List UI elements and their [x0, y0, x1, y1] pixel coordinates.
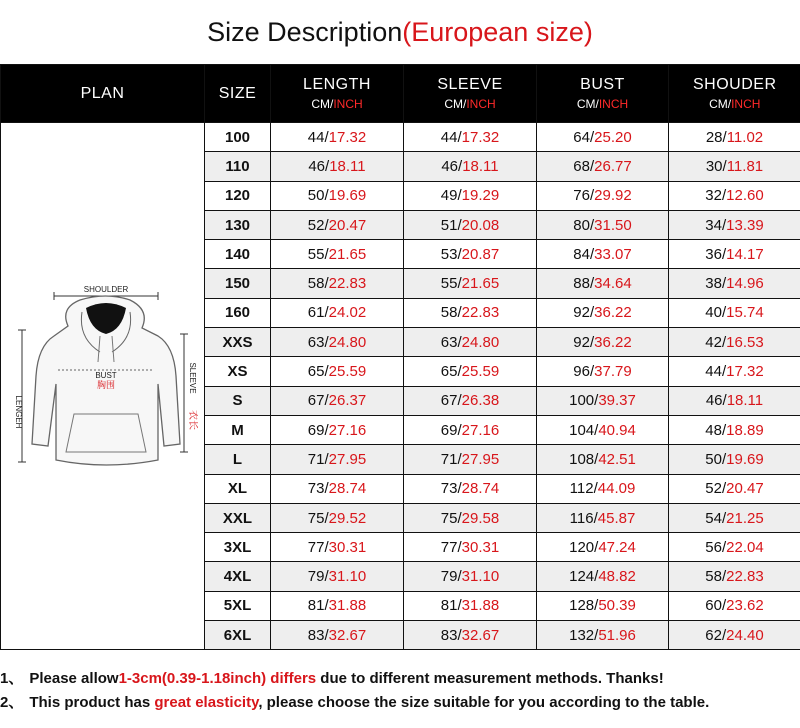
- sleeve-cell: [404, 386, 537, 415]
- inch-value: 24.80: [461, 333, 500, 351]
- inch-value: 17.32: [726, 363, 764, 381]
- sleeve-cell: [404, 415, 537, 444]
- bust-cell: [537, 474, 669, 503]
- inch-value: 44.09: [597, 480, 636, 498]
- inch-value: 18.11: [329, 157, 366, 175]
- inch-value: 14.96: [726, 275, 764, 293]
- bust-cell: [537, 503, 669, 532]
- inch-value: 32.67: [461, 626, 500, 644]
- cm-value: 64/: [573, 128, 595, 146]
- inch-value: 26.77: [594, 157, 632, 175]
- cm-value: 73/: [307, 480, 329, 498]
- shoulder-cell: [669, 474, 800, 503]
- size-cell: 110: [205, 152, 271, 181]
- inch-value: 21.65: [328, 245, 367, 263]
- cm-value: 60/: [705, 597, 727, 615]
- inch-value: 26.37: [328, 392, 367, 410]
- inch-value: 27.95: [328, 450, 367, 468]
- length-cell: [271, 503, 404, 532]
- inch-value: 27.16: [461, 421, 500, 439]
- length-cell: [271, 533, 404, 562]
- length-cell: [271, 474, 404, 503]
- inch-value: 37.79: [594, 363, 632, 381]
- shoulder-cell: [669, 445, 800, 474]
- shoulder-cell: [669, 591, 800, 620]
- sleeve-cell: [404, 533, 537, 562]
- length-cell: [271, 562, 404, 591]
- bust-cell: [537, 445, 669, 474]
- shoulder-cell: [669, 386, 800, 415]
- notes: [0, 667, 800, 715]
- inch-value: 22.83: [328, 275, 367, 293]
- bust-cell: [537, 621, 669, 650]
- title-main: Size Description: [207, 17, 403, 47]
- length-cell: [271, 328, 404, 357]
- bust-cell: [537, 386, 669, 415]
- inch-value: 31.88: [461, 597, 500, 615]
- inch-value: 20.87: [461, 245, 500, 263]
- bust-cell: [537, 181, 669, 210]
- cm-value: 63/: [440, 333, 462, 351]
- sleeve-cell: [404, 357, 537, 386]
- bust-cell: [537, 591, 669, 620]
- cm-value: 71/: [307, 450, 329, 468]
- inch-value: 31.88: [328, 597, 367, 615]
- inch-value: 22.83: [461, 304, 500, 322]
- inch-value: 18.11: [726, 392, 764, 410]
- sleeve-cell: [404, 123, 537, 152]
- cm-value: 58/: [307, 275, 329, 293]
- cm-value: 69/: [307, 421, 329, 439]
- sleeve-cn-label: 衣长: [186, 410, 198, 431]
- length-cell: [271, 357, 404, 386]
- length-label: LENGEH: [13, 395, 23, 429]
- inch-value: 28.74: [461, 480, 500, 498]
- cm-value: 96/: [573, 363, 595, 381]
- shoulder-cell: [669, 210, 800, 239]
- inch-value: 27.95: [461, 450, 500, 468]
- sleeve-cell: [404, 474, 537, 503]
- sleeve-cell: [404, 562, 537, 591]
- cm-value: 63/: [307, 333, 329, 351]
- inch-value: 39.37: [598, 392, 636, 410]
- cm-value: 53/: [440, 245, 462, 263]
- sleeve-cell: [404, 328, 537, 357]
- size-table: [0, 64, 800, 650]
- bust-cell: [537, 210, 669, 239]
- cm-value: 46/: [308, 157, 330, 175]
- shoulder-cell: [669, 533, 800, 562]
- cm-value: 36/: [705, 245, 727, 263]
- cm-value: 52/: [705, 480, 727, 498]
- inch-value: 18.89: [726, 421, 764, 439]
- shoulder-cell: [669, 562, 800, 591]
- inch-value: 36.22: [594, 333, 632, 351]
- sleeve-cell: [404, 591, 537, 620]
- length-cell: [271, 621, 404, 650]
- cm-value: 65/: [440, 363, 462, 381]
- cm-value: 75/: [307, 509, 329, 527]
- size-cell: XL: [205, 474, 271, 503]
- cm-value: 67/: [440, 392, 462, 410]
- length-cell: [271, 240, 404, 269]
- cm-value: 104/: [569, 421, 599, 439]
- inch-value: 19.29: [461, 187, 500, 205]
- inch-value: 25.20: [594, 128, 632, 146]
- bust-cell: [537, 357, 669, 386]
- cm-value: 46/: [705, 392, 727, 410]
- cm-value: 44/: [705, 363, 727, 381]
- sleeve-cell: [404, 621, 537, 650]
- cm-value: 81/: [440, 597, 462, 615]
- size-cell: 4XL: [205, 562, 271, 591]
- inch-value: 30.31: [328, 538, 367, 556]
- size-cell: XXS: [205, 328, 271, 357]
- cm-value: 50/: [705, 450, 727, 468]
- header-shoulder: SHOUDER CM/INCH: [669, 65, 800, 123]
- inch-value: 23.62: [726, 597, 764, 615]
- cm-value: 108/: [569, 450, 599, 468]
- note-1: 1、 Please allow1-3cm(0.39-1.18inch) differs due to different measurement methods. Thanks!: [0, 670, 664, 687]
- bust-cell: [537, 240, 669, 269]
- cm-value: 44/: [307, 128, 329, 146]
- cm-value: 67/: [307, 392, 329, 410]
- cm-value: 44/: [440, 128, 462, 146]
- sleeve-cell: [404, 269, 537, 298]
- bust-cell: [537, 123, 669, 152]
- sleeve-cell: [404, 298, 537, 327]
- length-cell: [271, 152, 404, 181]
- inch-value: 25.59: [328, 363, 367, 381]
- length-cell: [271, 415, 404, 444]
- inch-value: 25.59: [461, 363, 500, 381]
- sleeve-cell: [404, 152, 537, 181]
- inch-value: 22.04: [726, 538, 764, 556]
- inch-value: 29.92: [594, 187, 632, 205]
- inch-value: 18.11: [462, 157, 499, 175]
- sleeve-cell: [404, 210, 537, 239]
- cm-value: 58/: [705, 568, 727, 586]
- inch-value: 42.51: [598, 450, 636, 468]
- title-sub: (European size): [402, 17, 593, 47]
- cm-value: 128/: [569, 597, 599, 615]
- cm-value: 83/: [307, 626, 329, 644]
- inch-value: 40.94: [598, 421, 636, 439]
- size-cell: 150: [205, 269, 271, 298]
- inch-value: 14.17: [726, 245, 764, 263]
- size-cell: 5XL: [205, 591, 271, 620]
- cm-value: 69/: [440, 421, 462, 439]
- bust-cell: [537, 298, 669, 327]
- bust-cell: [537, 562, 669, 591]
- cm-value: 73/: [440, 480, 462, 498]
- size-cell: M: [205, 415, 271, 444]
- cm-value: 62/: [705, 626, 727, 644]
- length-cell: [271, 181, 404, 210]
- cm-value: 42/: [705, 333, 727, 351]
- size-cell: 160: [205, 298, 271, 327]
- cm-value: 79/: [440, 568, 462, 586]
- inch-value: 24.40: [726, 626, 764, 644]
- cm-value: 54/: [705, 509, 727, 527]
- length-cell: [271, 298, 404, 327]
- inch-value: 31.50: [594, 216, 632, 234]
- header-bust: BUST CM/INCH: [537, 65, 669, 123]
- cm-value: 116/: [569, 509, 598, 527]
- shoulder-cell: [669, 503, 800, 532]
- cm-value: 80/: [573, 216, 595, 234]
- cm-value: 77/: [307, 538, 329, 556]
- table-header-row: [1, 65, 800, 123]
- sleeve-cell: [404, 503, 537, 532]
- bust-cell: [537, 152, 669, 181]
- length-cell: [271, 210, 404, 239]
- cm-value: 50/: [307, 187, 329, 205]
- cm-value: 76/: [573, 187, 595, 205]
- inch-value: 11.81: [726, 157, 764, 175]
- inch-value: 21.25: [726, 509, 764, 527]
- bust-cell: [537, 415, 669, 444]
- inch-value: 15.74: [726, 304, 764, 322]
- inch-value: 29.52: [328, 509, 367, 527]
- cm-value: 68/: [573, 157, 595, 175]
- sleeve-label: SLEEVE: [187, 362, 197, 394]
- cm-value: 30/: [705, 157, 727, 175]
- inch-value: 16.53: [726, 333, 764, 351]
- cm-value: 38/: [705, 275, 727, 293]
- inch-value: 26.38: [461, 392, 500, 410]
- cm-value: 34/: [705, 216, 727, 234]
- bust-label: BUST: [94, 371, 117, 381]
- inch-value: 20.47: [726, 480, 764, 498]
- header-length: LENGTH CM/INCH: [271, 65, 404, 123]
- size-cell: 130: [205, 210, 271, 239]
- cm-value: 55/: [440, 275, 462, 293]
- header-sleeve: SLEEVE CM/INCH: [404, 65, 537, 123]
- cm-value: 49/: [440, 187, 462, 205]
- size-cell: 120: [205, 181, 271, 210]
- cm-value: 28/: [705, 128, 727, 146]
- inch-value: 29.58: [461, 509, 500, 527]
- sleeve-cell: [404, 181, 537, 210]
- hoodie-diagram-cell: [1, 123, 205, 650]
- sleeve-cell: [404, 445, 537, 474]
- size-cell: XS: [205, 357, 271, 386]
- bust-cn-label: 胸围: [96, 381, 115, 392]
- inch-value: 32.67: [328, 626, 367, 644]
- size-cell: 100: [205, 123, 271, 152]
- inch-value: 31.10: [461, 568, 500, 586]
- shoulder-cell: [669, 621, 800, 650]
- length-cell: [271, 123, 404, 152]
- cm-value: 92/: [573, 333, 595, 351]
- cm-value: 32/: [705, 187, 727, 205]
- bust-cell: [537, 533, 669, 562]
- shoulder-cell: [669, 269, 800, 298]
- inch-value: 28.74: [328, 480, 367, 498]
- inch-value: 12.60: [726, 187, 764, 205]
- cm-value: 55/: [307, 245, 329, 263]
- shoulder-cell: [669, 240, 800, 269]
- inch-value: 19.69: [726, 450, 764, 468]
- shoulder-cell: [669, 298, 800, 327]
- inch-value: 24.02: [328, 304, 367, 322]
- cm-value: 81/: [307, 597, 329, 615]
- bust-cell: [537, 269, 669, 298]
- size-cell: XXL: [205, 503, 271, 532]
- length-cell: [271, 269, 404, 298]
- length-cell: [271, 386, 404, 415]
- length-cell: [271, 591, 404, 620]
- cm-value: 61/: [307, 304, 329, 322]
- cm-value: 40/: [705, 304, 727, 322]
- inch-value: 36.22: [594, 304, 632, 322]
- bust-cell: [537, 328, 669, 357]
- shoulder-cell: [669, 328, 800, 357]
- cm-value: 79/: [307, 568, 329, 586]
- cm-value: 56/: [705, 538, 727, 556]
- cm-value: 124/: [569, 568, 599, 586]
- cm-value: 58/: [440, 304, 462, 322]
- inch-value: 45.87: [597, 509, 636, 527]
- cm-value: 77/: [440, 538, 462, 556]
- inch-value: 17.32: [461, 128, 500, 146]
- inch-value: 17.32: [328, 128, 367, 146]
- inch-value: 22.83: [726, 568, 764, 586]
- size-cell: S: [205, 386, 271, 415]
- cm-value: 92/: [573, 304, 595, 322]
- inch-value: 24.80: [328, 333, 367, 351]
- cm-value: 132/: [569, 626, 599, 644]
- size-cell: 6XL: [205, 621, 271, 650]
- header-size: SIZE: [205, 65, 271, 123]
- length-cell: [271, 445, 404, 474]
- note-2: 2、 This product has great elasticity, please choose the size suitable for you according to the table.: [0, 694, 710, 711]
- shoulder-cell: [669, 123, 800, 152]
- cm-value: 46/: [441, 157, 463, 175]
- cm-value: 112/: [569, 480, 598, 498]
- page-title: [0, 12, 800, 52]
- shoulder-cell: [669, 152, 800, 181]
- shoulder-label: SHOULDER: [83, 285, 128, 295]
- sleeve-cell: [404, 240, 537, 269]
- inch-value: 20.47: [328, 216, 367, 234]
- inch-value: 47.24: [598, 538, 636, 556]
- size-cell: L: [205, 445, 271, 474]
- inch-value: 27.16: [328, 421, 367, 439]
- shoulder-cell: [669, 181, 800, 210]
- inch-value: 21.65: [461, 275, 500, 293]
- cm-value: 48/: [705, 421, 727, 439]
- cm-value: 83/: [440, 626, 462, 644]
- inch-value: 48.82: [598, 568, 636, 586]
- inch-value: 31.10: [328, 568, 367, 586]
- cm-value: 84/: [573, 245, 595, 263]
- cm-value: 100/: [569, 392, 599, 410]
- inch-value: 50.39: [598, 597, 636, 615]
- inch-value: 51.96: [598, 626, 636, 644]
- size-cell: 3XL: [205, 533, 271, 562]
- inch-value: 33.07: [594, 245, 632, 263]
- inch-value: 13.39: [726, 216, 764, 234]
- inch-value: 11.02: [726, 128, 764, 146]
- cm-value: 51/: [440, 216, 462, 234]
- shoulder-cell: [669, 415, 800, 444]
- table-row: [1, 123, 800, 152]
- cm-value: 88/: [573, 275, 595, 293]
- cm-value: 65/: [307, 363, 329, 381]
- cm-value: 120/: [569, 538, 599, 556]
- size-cell: 140: [205, 240, 271, 269]
- cm-value: 52/: [307, 216, 329, 234]
- hoodie-illustration: [8, 284, 198, 484]
- inch-value: 34.64: [594, 275, 632, 293]
- inch-value: 20.08: [461, 216, 500, 234]
- shoulder-cell: [669, 357, 800, 386]
- header-plan: PLAN: [1, 65, 205, 123]
- inch-value: 19.69: [328, 187, 367, 205]
- cm-value: 71/: [440, 450, 462, 468]
- cm-value: 75/: [440, 509, 462, 527]
- inch-value: 30.31: [461, 538, 500, 556]
